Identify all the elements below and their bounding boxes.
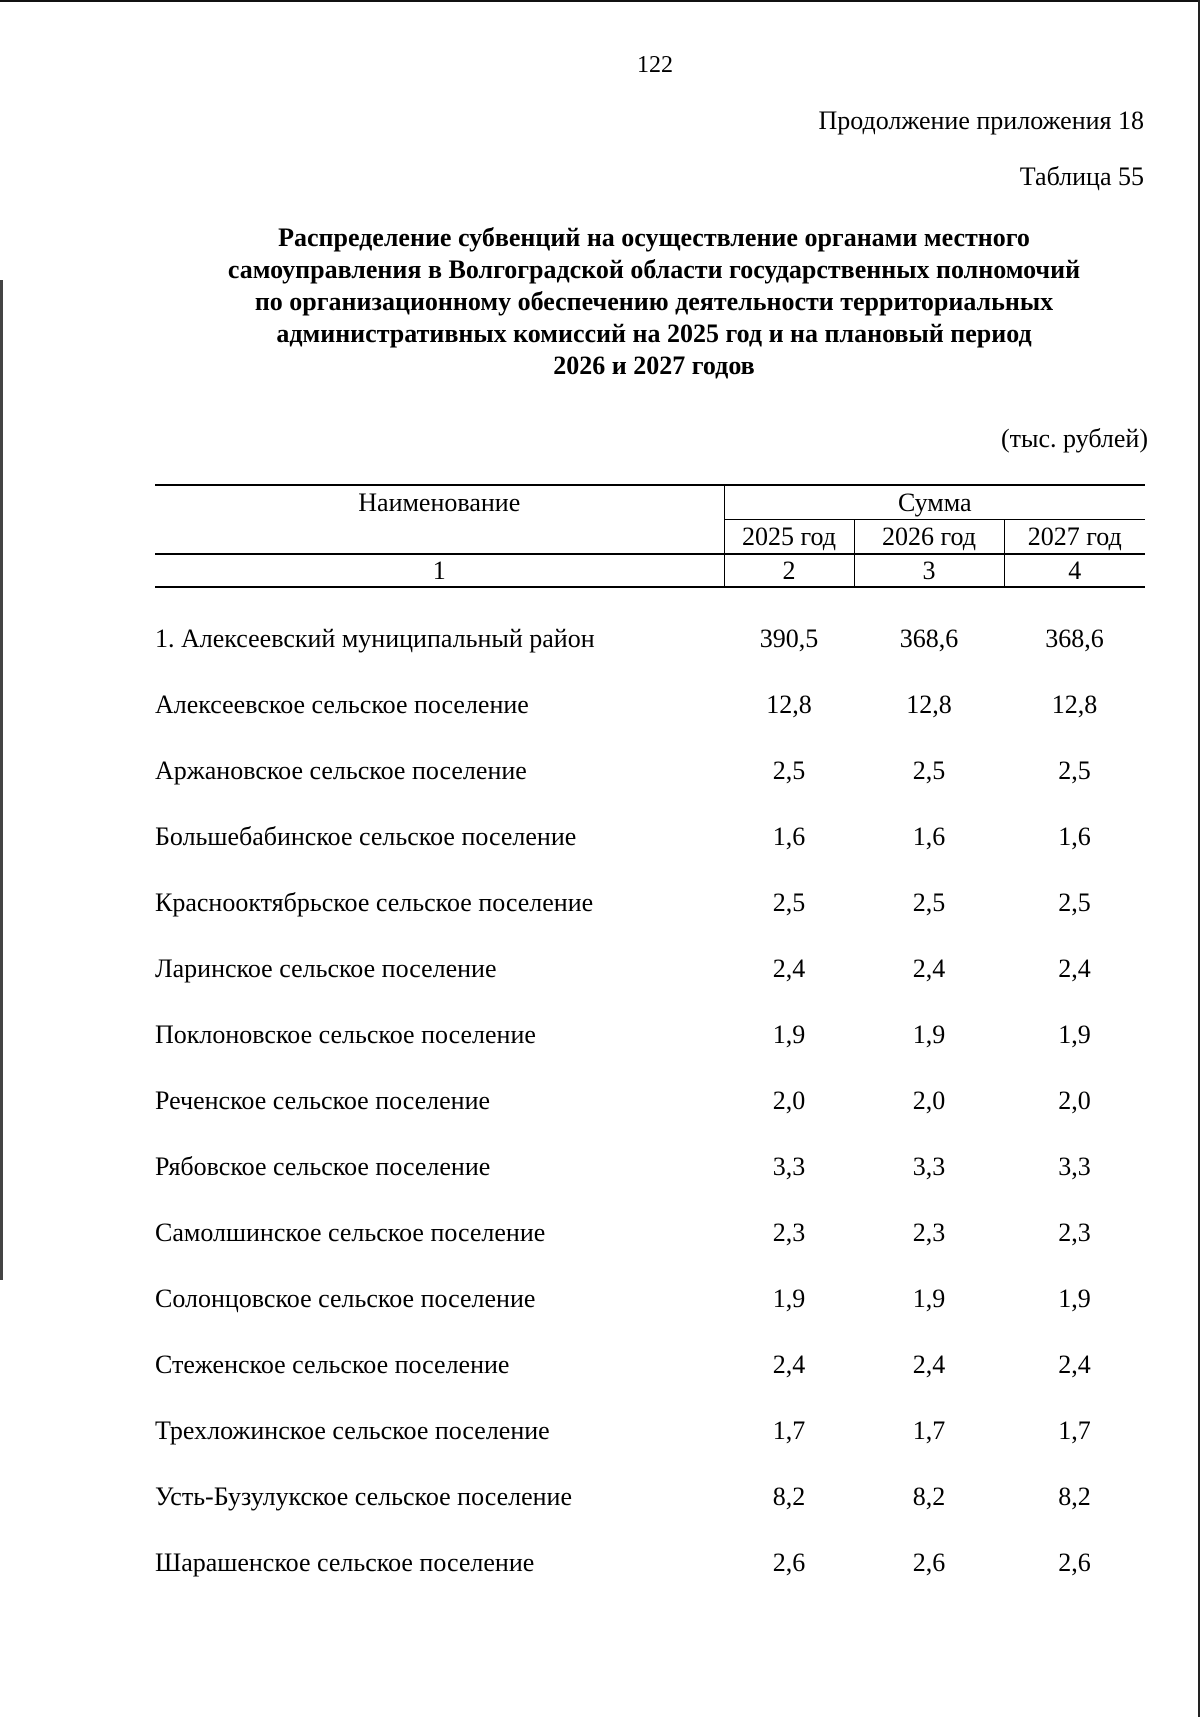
row-value-2025: 2,5 — [772, 888, 806, 917]
header-year-2025: 2025 год — [724, 520, 854, 555]
table-row — [155, 1134, 1145, 1200]
row-value-2027: 2,5 — [1058, 888, 1091, 917]
row-value-2026: 1,6 — [912, 822, 946, 851]
row-value-2026: 2,5 — [912, 888, 946, 917]
row-value-2025: 3,3 — [772, 1152, 806, 1181]
row-value-2025: 8,2 — [772, 1482, 806, 1511]
row-value-2027: 1,7 — [1058, 1416, 1091, 1445]
row-value-2026: 8,2 — [912, 1482, 946, 1511]
table-row — [155, 1332, 1145, 1398]
row-value-2026: 12,8 — [906, 690, 952, 719]
row-value-2025: 390,5 — [759, 624, 819, 653]
table-row — [155, 738, 1145, 804]
row-value-2027: 3,3 — [1058, 1152, 1091, 1181]
row-value-2027: 2,4 — [1058, 954, 1091, 983]
row-name: Солонцовское сельское поселение — [155, 1284, 536, 1313]
row-value-2026: 2,6 — [912, 1548, 946, 1577]
row-name: Рябовское сельское поселение — [155, 1152, 491, 1181]
units-label: (тыс. рублей) — [1000, 424, 1148, 453]
title-line: 2026 и 2027 годов — [553, 351, 755, 380]
table-row — [155, 1002, 1145, 1068]
table-row — [155, 870, 1145, 936]
column-number: 2 — [724, 554, 854, 587]
table-row — [155, 1200, 1145, 1266]
row-name: Шарашенское сельское поселение — [155, 1548, 535, 1577]
row-name: Ларинское сельское поселение — [155, 954, 497, 983]
distribution-table — [155, 484, 1145, 1596]
row-value-2025: 1,9 — [772, 1284, 806, 1313]
row-value-2026: 1,7 — [912, 1416, 946, 1445]
row-value-2025: 2,4 — [772, 954, 806, 983]
document-title — [154, 222, 1154, 382]
row-value-2027: 2,3 — [1058, 1218, 1091, 1247]
table-row — [155, 936, 1145, 1002]
page-edge-left — [0, 280, 3, 1280]
row-value-2027: 1,6 — [1058, 822, 1091, 851]
row-value-2026: 1,9 — [912, 1020, 946, 1049]
row-name: Алексеевское сельское поселение — [155, 690, 529, 719]
page-edge-top — [0, 0, 1200, 2]
row-value-2027: 12,8 — [1051, 690, 1098, 719]
row-value-2026: 2,3 — [912, 1218, 946, 1247]
row-value-2025: 1,6 — [772, 822, 806, 851]
row-value-2026: 368,6 — [899, 624, 959, 653]
table-row — [155, 606, 1145, 672]
header-year-2027: 2027 год — [1004, 520, 1145, 555]
column-number: 4 — [1004, 554, 1145, 587]
row-value-2027: 1,9 — [1058, 1020, 1091, 1049]
row-value-2025: 1,9 — [772, 1020, 806, 1049]
table-row — [155, 1530, 1145, 1596]
column-number: 3 — [854, 554, 1004, 587]
row-name: Поклоновское сельское поселение — [155, 1020, 536, 1049]
row-value-2025: 1,7 — [772, 1416, 806, 1445]
row-name: Реченское сельское поселение — [155, 1086, 491, 1115]
row-value-2027: 2,4 — [1058, 1350, 1091, 1379]
row-name: Большебабинское сельское поселение — [155, 822, 577, 851]
row-value-2027: 2,6 — [1058, 1548, 1091, 1577]
row-value-2027: 368,6 — [1045, 624, 1104, 653]
page-number: 122 — [637, 52, 673, 78]
row-value-2026: 3,3 — [912, 1152, 946, 1181]
appendix-note: Продолжение приложения 18 — [818, 106, 1144, 135]
row-value-2025: 12,8 — [766, 690, 812, 719]
row-value-2027: 1,9 — [1058, 1284, 1091, 1313]
table-row — [155, 804, 1145, 870]
row-value-2025: 2,5 — [772, 756, 806, 785]
row-name: Краснооктябрьское сельское поселение — [155, 888, 594, 917]
header-name: Наименование — [155, 485, 724, 554]
row-value-2026: 2,0 — [912, 1086, 946, 1115]
row-name: Аржановское сельское поселение — [155, 756, 527, 785]
table-row — [155, 1068, 1145, 1134]
row-name: Трехложинское сельское поселение — [155, 1416, 550, 1445]
title-line: самоуправления в Волгоградской области государственных полномочий — [227, 255, 1081, 284]
row-value-2026: 2,5 — [912, 756, 946, 785]
title-line: административных комиссий на 2025 год и на плановый период — [276, 319, 1032, 348]
row-value-2025: 2,4 — [772, 1350, 806, 1379]
column-number: 1 — [155, 554, 724, 587]
title-line: Распределение субвенций на осуществление органами местного — [278, 223, 1030, 252]
title-line: по организационному обеспечению деятельности территориальных — [254, 287, 1054, 316]
header-sum: Сумма — [724, 485, 1145, 520]
header-year-2026: 2026 год — [854, 520, 1004, 555]
row-value-2025: 2,3 — [772, 1218, 806, 1247]
table-label: Таблица 55 — [1019, 162, 1144, 191]
table-row — [155, 1464, 1145, 1530]
row-value-2026: 2,4 — [912, 954, 946, 983]
row-value-2026: 1,9 — [912, 1284, 946, 1313]
table-row — [155, 1266, 1145, 1332]
row-value-2025: 2,0 — [772, 1086, 806, 1115]
row-name: Стеженское сельское поселение — [155, 1350, 510, 1379]
row-value-2025: 2,6 — [772, 1548, 806, 1577]
row-name: Самолшинское сельское поселение — [155, 1218, 546, 1247]
row-value-2027: 2,0 — [1058, 1086, 1091, 1115]
row-value-2027: 2,5 — [1058, 756, 1091, 785]
row-value-2026: 2,4 — [912, 1350, 946, 1379]
row-value-2027: 8,2 — [1058, 1482, 1091, 1511]
table-row — [155, 672, 1145, 738]
row-name: Усть-Бузулукское сельское поселение — [155, 1482, 573, 1511]
table-row — [155, 1398, 1145, 1464]
row-name: 1. Алексеевский муниципальный район — [155, 624, 595, 653]
